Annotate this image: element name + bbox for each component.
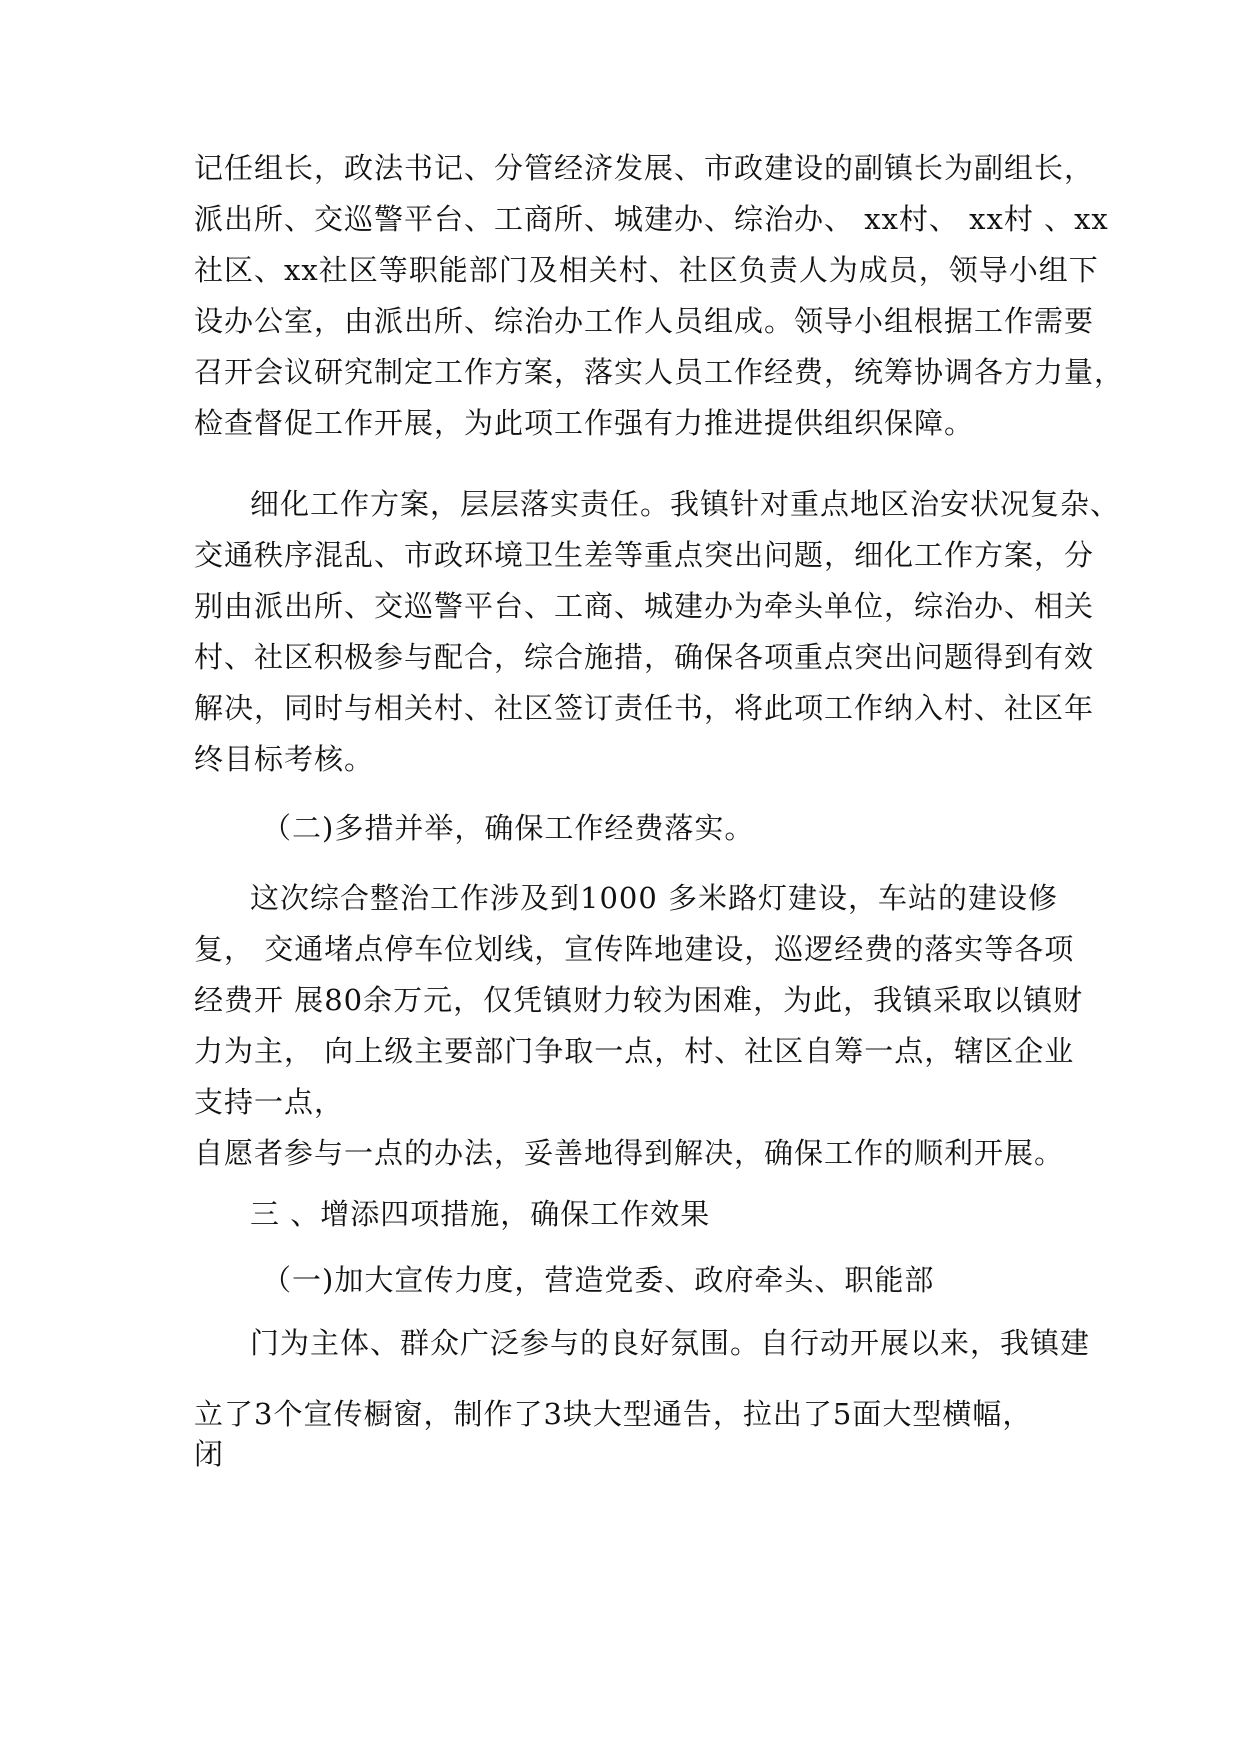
paragraph-line: 细化工作方案，层层落实责任。我镇针对重点地区治安状况复杂、	[250, 487, 1121, 521]
section-heading: （二)多措并举，确保工作经费落实。	[262, 811, 755, 845]
paragraph-line: 门为主体、群众广泛参与的良好氛围。自行动开展以来，我镇建	[250, 1326, 1091, 1360]
paragraph-line: 交通秩序混乱、市政环境卫生差等重点突出问题，细化工作方案，分	[194, 538, 1095, 572]
paragraph-line: 派出所、交巡警平台、工商所、城建办、综治办、 xx村、 xx村 、xx	[194, 202, 1109, 236]
paragraph-line: 支持一点，	[194, 1085, 345, 1119]
paragraph-line: 力为主， 向上级主要部门争取一点，村、社区自筹一点，辖区企业	[194, 1034, 1075, 1068]
paragraph-line: 解决，同时与相关村、社区签订责任书，将此项工作纳入村、社区年	[194, 691, 1095, 725]
paragraph-line: 经费开 展80余万元，仅凭镇财力较为困难，为此，我镇采取以镇财	[194, 983, 1084, 1017]
paragraph-line: 设办公室，由派出所、综治办工作人员组成。领导小组根据工作需要	[194, 304, 1095, 338]
paragraph-line: 社区、xx社区等职能部门及相关村、社区负责人为成员，领导小组下	[194, 253, 1099, 287]
paragraph-line: 自愿者参与一点的办法，妥善地得到解决，确保工作的顺利开展。	[194, 1136, 1065, 1170]
paragraph-line: 检查督促工作开展，为此项工作强有力推进提供组织保障。	[194, 406, 975, 440]
paragraph-line: 召开会议研究制定工作方案，落实人员工作经费，统筹协调各方力量，	[194, 355, 1125, 389]
paragraph-line: 记任组长，政法书记、分管经济发展、市政建设的副镇长为副组长，	[194, 151, 1095, 185]
paragraph-line: 闭	[194, 1437, 225, 1471]
paragraph-line: 村、社区积极参与配合，综合施措，确保各项重点突出问题得到有效	[194, 640, 1095, 674]
paragraph-line: 别由派出所、交巡警平台、工商、城建办为牵头单位，综治办、相关	[194, 589, 1095, 623]
paragraph-line: 终目标考核。	[194, 742, 375, 776]
paragraph-line: 复， 交通堵点停车位划线，宣传阵地建设，巡逻经费的落实等各项	[194, 932, 1075, 966]
section-heading: （一)加大宣传力度，营造党委、政府牵头、职能部	[262, 1263, 935, 1297]
paragraph-line: 立了3个宣传橱窗，制作了3块大型通告，拉出了5面大型横幅，	[194, 1397, 1033, 1431]
section-heading: 三 、增添四项措施，确保工作效果	[250, 1197, 711, 1231]
paragraph-line: 这次综合整治工作涉及到1000 多米路灯建设，车站的建设修	[250, 881, 1059, 915]
